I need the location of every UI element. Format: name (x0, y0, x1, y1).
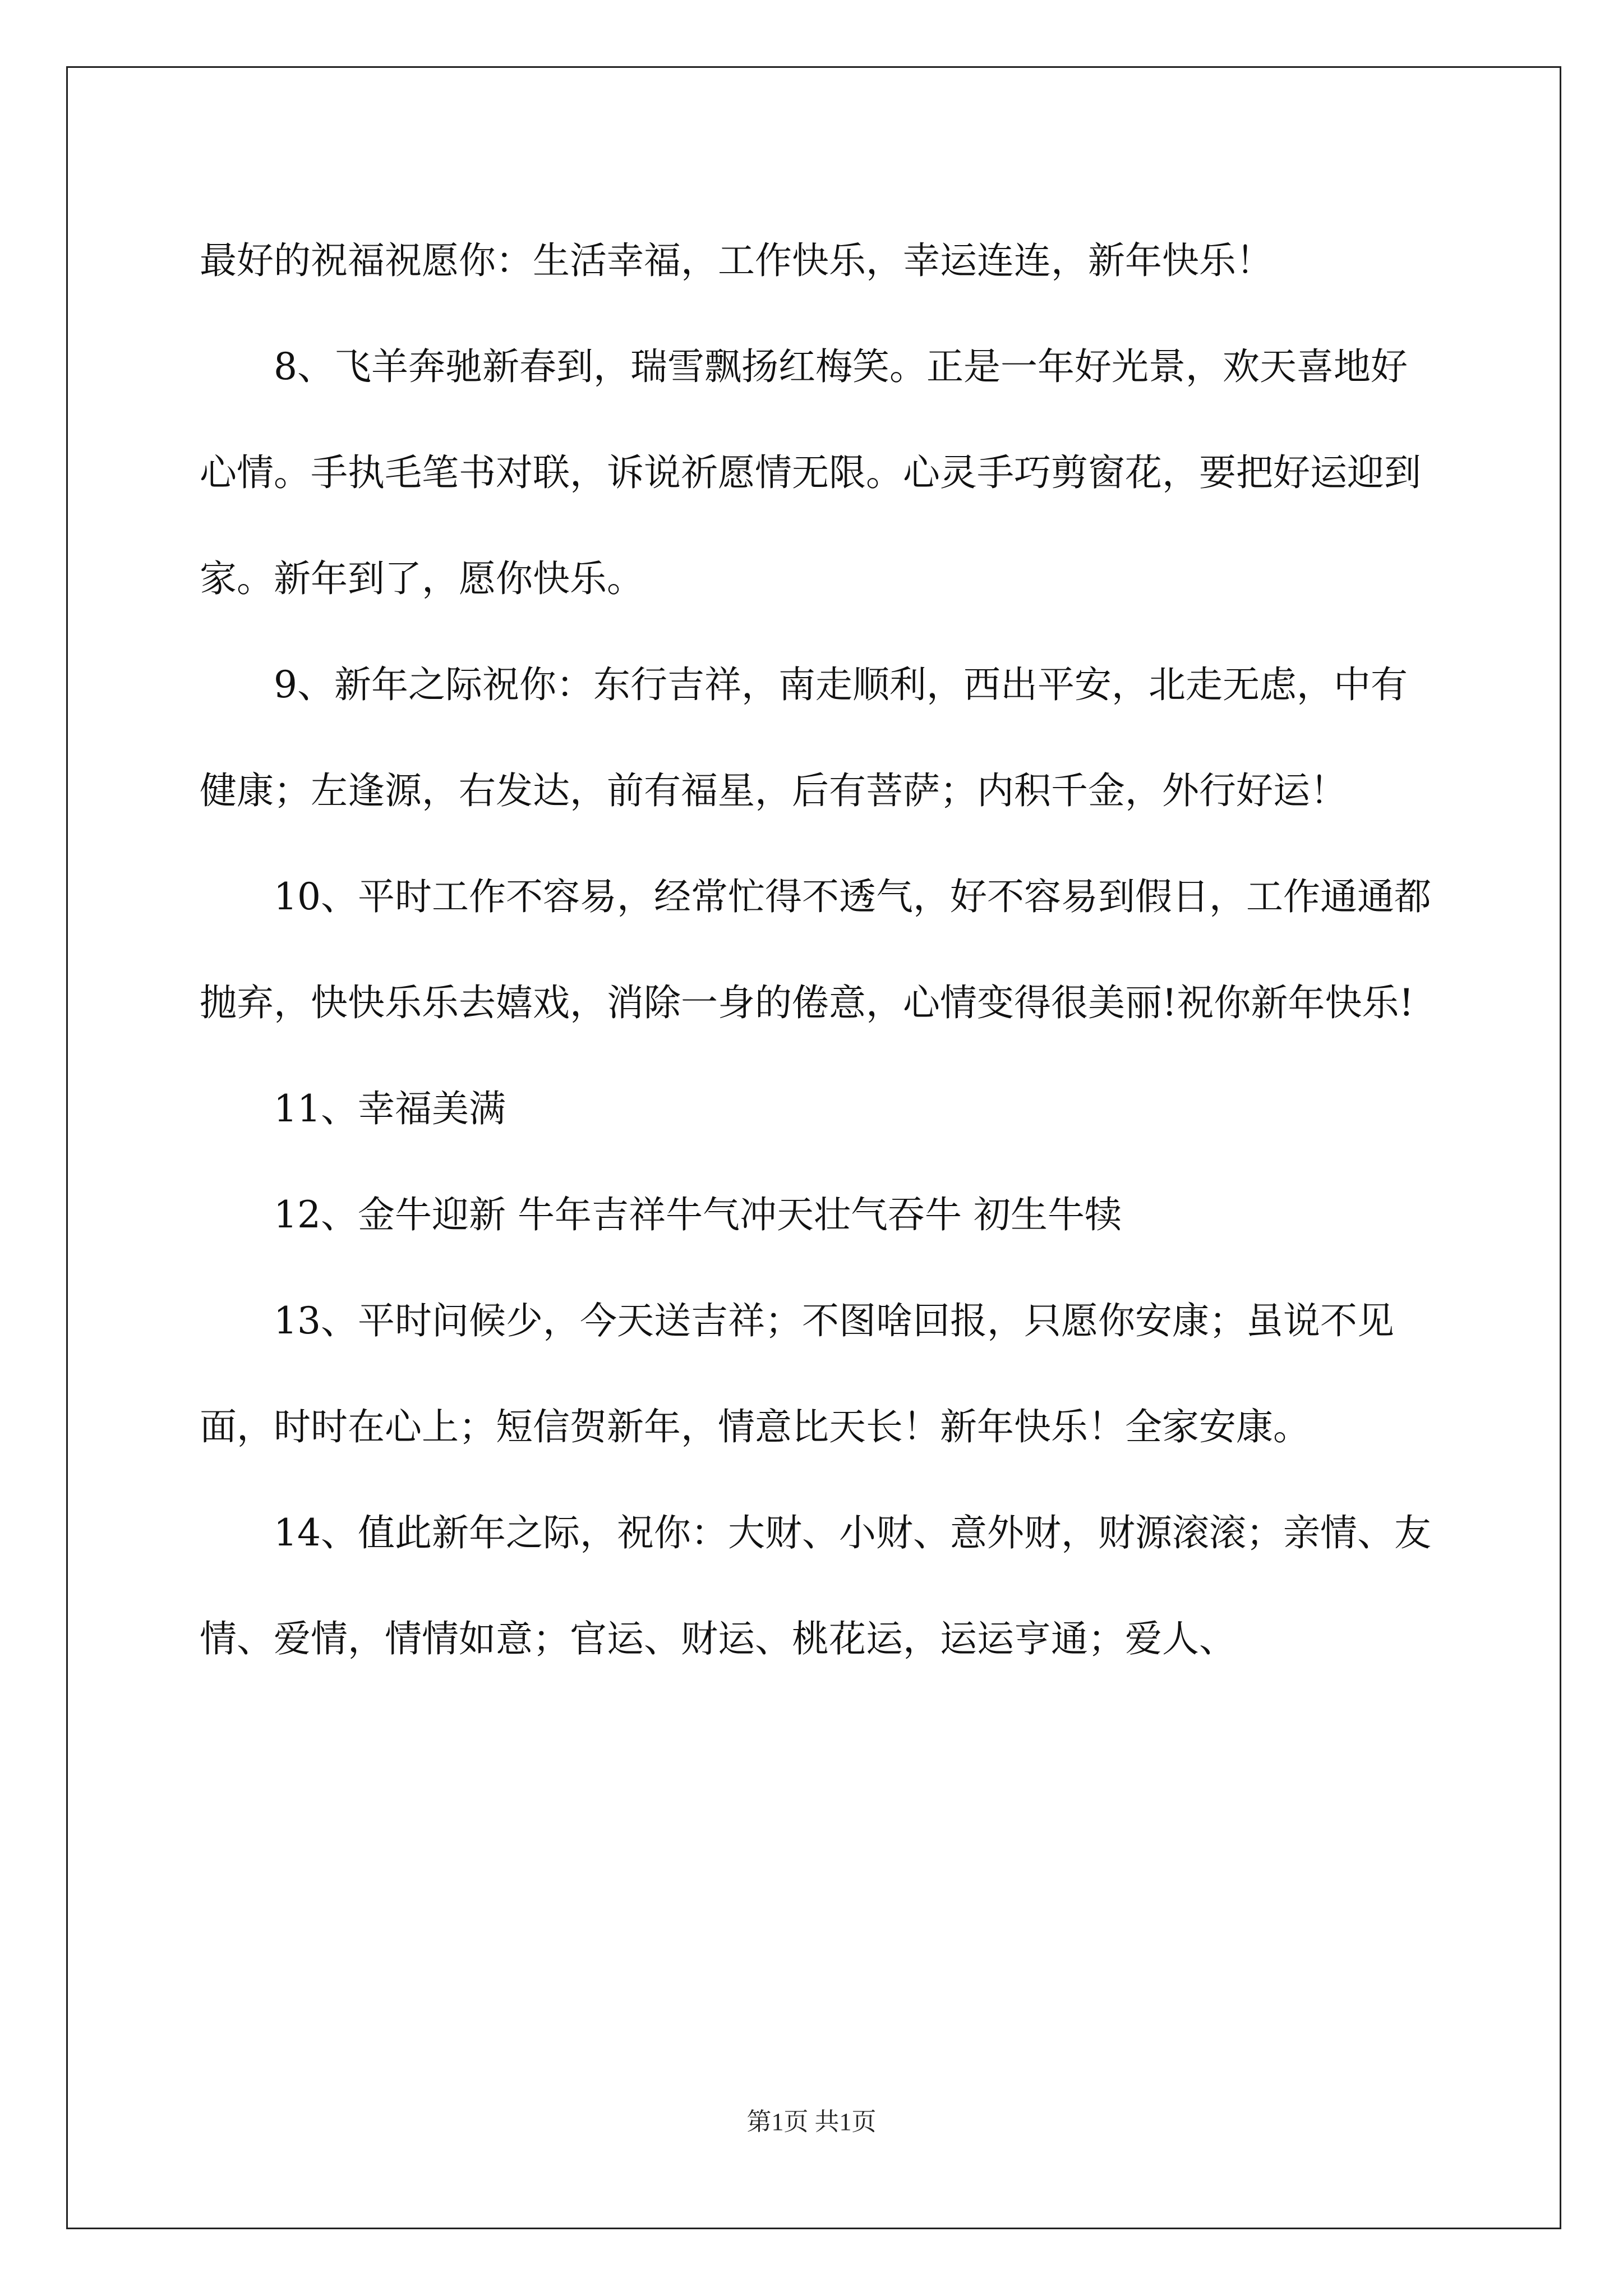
paragraph-item-8: 8、飞羊奔驰新春到，瑞雪飘扬红梅笑。正是一年好光景，欢天喜地好心情。手执毛笔书对联，诉说祈愿情无限。心灵手巧剪窗花，要把好运迎到家。新年到了，愿你快乐。 (200, 345, 1421, 600)
paragraph-item-11: 11、幸福美满 (274, 1087, 506, 1130)
paragraph-item-9: 9、新年之际祝你：东行吉祥，南走顺利，西出平安，北走无虑，中有健康；左逢源，右发达，前有福星，后有菩萨；内积千金，外行好运！ (200, 663, 1408, 812)
paragraph-continuation: 最好的祝福祝愿你：生活幸福，工作快乐，幸运连连，新年快乐！ (200, 239, 1273, 282)
paragraph-item-13: 13、平时问候少，今天送吉祥；不图啥回报，只愿你安康；虽说不见面，时时在心上；短信贺新年，情意比天长！新年快乐！全家安康。 (200, 1299, 1394, 1448)
paragraph-item-10: 10、平时工作不容易，经常忙得不透气，好不容易到假日，工作通通都抛弃，快快乐乐去嬉戏，消除一身的倦意，心情变得很美丽!祝你新年快乐! (200, 875, 1431, 1024)
paragraph-item-14: 14、值此新年之际，祝你：大财、小财、意外财，财源滚滚；亲情、友情、爱情，情情如意；官运、财运、桃花运，运运亨通；爱人、 (200, 1511, 1431, 1660)
paragraph-item-12: 12、金牛迎新 牛年吉祥牛气冲天壮气吞牛 初生牛犊 (274, 1193, 1122, 1236)
page-footer: 第1页 共1页 (746, 2108, 877, 2136)
document-body (200, 208, 1433, 1692)
